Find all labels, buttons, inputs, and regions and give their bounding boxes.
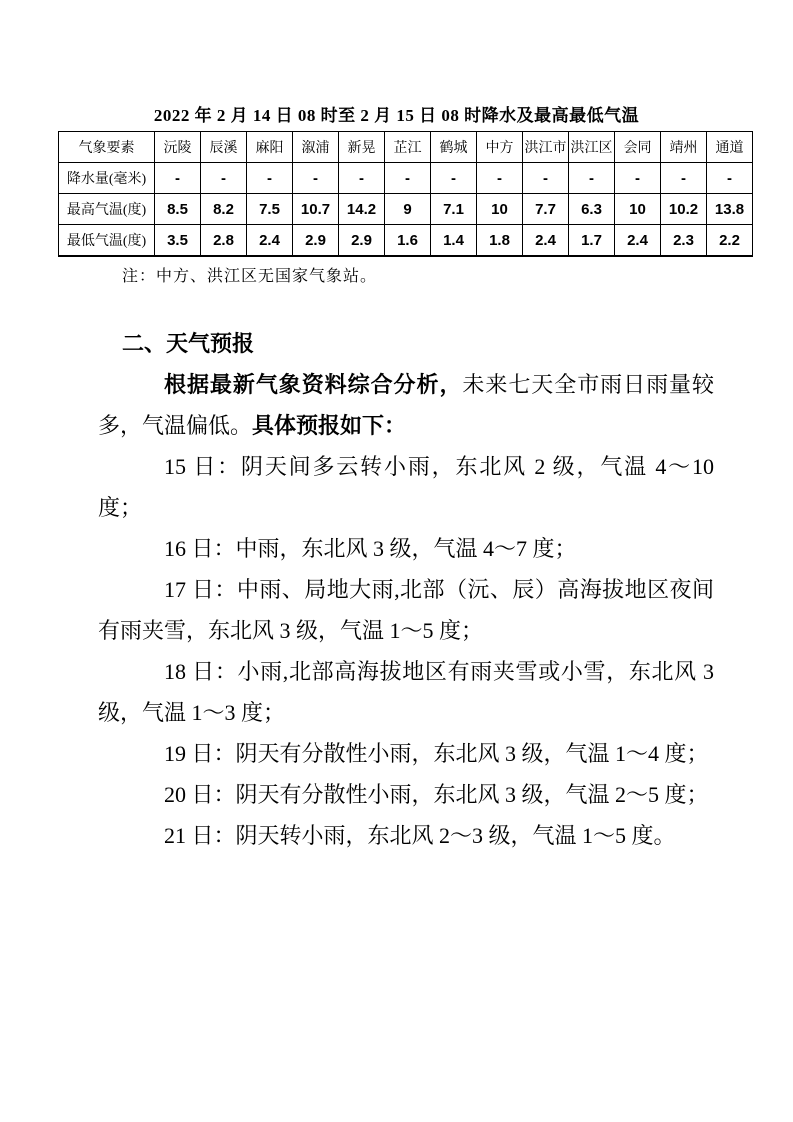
- table-row-label: 最高气温(度): [59, 194, 155, 225]
- forecast-intro: [98, 364, 714, 446]
- table-cell: 10: [477, 194, 523, 225]
- table-header-row: [59, 132, 753, 163]
- table-cell: 1.4: [431, 225, 477, 257]
- table-cell: 2.9: [339, 225, 385, 257]
- forecast-line-day19: 19 日：阴天有分散性小雨，东北风 3 级，气温 1～4 度；: [164, 741, 709, 766]
- table-cell: 14.2: [339, 194, 385, 225]
- table-cell: 1.8: [477, 225, 523, 257]
- table-cell: -: [385, 163, 431, 194]
- table-cell: 7.5: [247, 194, 293, 225]
- table-cell: -: [707, 163, 753, 194]
- table-cell: -: [477, 163, 523, 194]
- table-header-cell: 靖州: [661, 132, 707, 163]
- table-cell: 6.3: [569, 194, 615, 225]
- intro-bold-tail: 具体预报如下：: [252, 413, 407, 438]
- table-cell: -: [569, 163, 615, 194]
- forecast-line-day18: 18 日：小雨,北部高海拔地区有雨夹雪或小雪，东北风 3 级，气温 1～3 度；: [98, 659, 714, 725]
- intro-bold-lead: 根据最新气象资料综合分析，: [164, 372, 463, 397]
- document-title: 2022 年 2 月 14 日 08 时至 2 月 15 日 08 时降水及最高最低气温: [153, 106, 640, 125]
- table-cell: 1.6: [385, 225, 431, 257]
- table-header-cell: 洪江市: [523, 132, 569, 163]
- table-header-cell: 溆浦: [293, 132, 339, 163]
- table-cell: 1.7: [569, 225, 615, 257]
- table-cell: -: [201, 163, 247, 194]
- table-header-cell: 鹤城: [431, 132, 477, 163]
- table-cell: -: [523, 163, 569, 194]
- table-footnote: 注：中方、洪江区无国家气象站。: [122, 268, 378, 285]
- table-cell: 3.5: [155, 225, 201, 257]
- table-row-label: 最低气温(度): [59, 225, 155, 257]
- table-header-cell: 会同: [615, 132, 661, 163]
- table-cell: 2.3: [661, 225, 707, 257]
- table-cell: -: [293, 163, 339, 194]
- forecast-section: [98, 323, 714, 856]
- intro-normal-text: 未来七天全市雨日雨量较多，气温偏低。: [98, 372, 714, 438]
- forecast-line-day21: 21 日：阴天转小雨，东北风 2～3 级，气温 1～5 度。: [164, 823, 676, 848]
- forecast-line-day20: 20 日：阴天有分散性小雨，东北风 3 级，气温 2～5 度；: [164, 782, 709, 807]
- table-cell: -: [155, 163, 201, 194]
- table-cell: 2.4: [523, 225, 569, 257]
- table-row-precipitation: [59, 163, 753, 194]
- table-row-max-temp: [59, 194, 753, 225]
- section-heading: 二、天气预报: [122, 331, 255, 356]
- forecast-line-day16: 16 日：中雨，东北风 3 级，气温 4～7 度；: [164, 536, 577, 561]
- table-cell: 2.4: [247, 225, 293, 257]
- table-cell: -: [339, 163, 385, 194]
- table-cell: -: [247, 163, 293, 194]
- table-cell: 8.2: [201, 194, 247, 225]
- table-cell: 2.9: [293, 225, 339, 257]
- table-header-cell: 气象要素: [59, 132, 155, 163]
- forecast-line-day17: 17 日：中雨、局地大雨,北部（沅、辰）高海拔地区夜间有雨夹雪，东北风 3 级，气温 1～5 度；: [98, 577, 714, 643]
- table-cell: 7.1: [431, 194, 477, 225]
- table-header-cell: 通道: [707, 132, 753, 163]
- table-cell: 9: [385, 194, 431, 225]
- table-cell: 10.7: [293, 194, 339, 225]
- table-cell: 10.2: [661, 194, 707, 225]
- table-header-cell: 洪江区: [569, 132, 615, 163]
- table-cell: 2.4: [615, 225, 661, 257]
- table-cell: 13.8: [707, 194, 753, 225]
- table-cell: 2.8: [201, 225, 247, 257]
- table-row-label: 降水量(毫米): [59, 163, 155, 194]
- table-header-cell: 沅陵: [155, 132, 201, 163]
- table-row-min-temp: [59, 225, 753, 257]
- table-cell: -: [431, 163, 477, 194]
- table-cell: -: [615, 163, 661, 194]
- table-cell: 7.7: [523, 194, 569, 225]
- table-header-cell: 麻阳: [247, 132, 293, 163]
- table-header-cell: 中方: [477, 132, 523, 163]
- table-header-cell: 新晃: [339, 132, 385, 163]
- table-header-cell: 辰溪: [201, 132, 247, 163]
- weather-table: [58, 131, 753, 257]
- table-cell: -: [661, 163, 707, 194]
- table-cell: 10: [615, 194, 661, 225]
- table-cell: 2.2: [707, 225, 753, 257]
- table-cell: 8.5: [155, 194, 201, 225]
- forecast-line-day15: 15 日：阴天间多云转小雨，东北风 2 级，气温 4～10 度；: [98, 454, 714, 520]
- table-header-cell: 芷江: [385, 132, 431, 163]
